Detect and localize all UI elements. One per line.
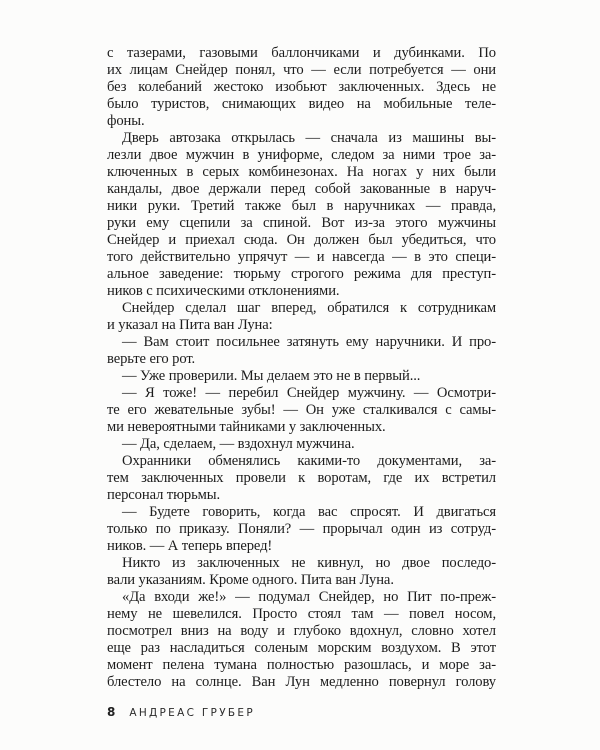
- text-line: их лицам Снейдер понял, что — если потребуется — они: [107, 62, 496, 78]
- text-line: блестело на солнце. Ван Лун медленно повернул голову: [107, 674, 496, 690]
- text-line: ключенных в серых комбинезонах. На ногах у них были: [107, 164, 496, 180]
- page-footer: [107, 705, 496, 719]
- paragraph: [107, 453, 496, 504]
- text-line: — Вам стоит посильнее затянуть ему наручники. И про-: [122, 334, 496, 350]
- text-line: те его жевательные зубы! — Он уже сталкивался с самы-: [107, 402, 496, 418]
- running-title: АНДРЕАС ГРУБЕР: [129, 707, 255, 719]
- text-line: верьте его рот.: [107, 351, 196, 367]
- page-number: 8: [107, 705, 117, 719]
- paragraph: [107, 45, 496, 130]
- text-line: момент пелена тумана полностью разошлась, и море за-: [107, 657, 496, 673]
- text-line: руки ему сцепили за спиной. Вот из-за этого мужчины: [107, 215, 496, 231]
- text-line: еще раз насладиться соленым морским воздухом. В этот: [107, 640, 496, 656]
- text-line: Никто из заключенных не кивнул, но двое последо-: [122, 555, 496, 571]
- text-line: Снейдер сделал шаг вперед, обратился к сотрудникам: [122, 300, 496, 316]
- text-line: без колебаний жестоко изобьют заключенных. Здесь не: [107, 79, 496, 95]
- paragraph: [107, 130, 496, 300]
- text-line: альное заведение: тюрьму строгого режима для преступ-: [107, 266, 496, 282]
- text-line: Дверь автозака открылась — сначала из машины вы-: [122, 130, 496, 146]
- paragraph: [107, 589, 496, 691]
- text-line: фоны.: [107, 113, 145, 129]
- text-line: нему не шевелился. Просто стоял там — повел носом,: [107, 606, 496, 622]
- text-line: ми невероятными тайниками у заключенных.: [107, 419, 386, 435]
- text-block: [107, 45, 496, 691]
- text-line: — Будете говорить, когда вас спросят. И двигаться: [122, 504, 496, 520]
- text-line: Охранники обменялись какими-то документами, за-: [122, 453, 496, 469]
- text-line: Снейдер и приехал сюда. Он должен был убедиться, что: [107, 232, 496, 248]
- paragraph: [107, 368, 496, 385]
- text-line: того действительно упрячут — и навсегда — в это специ-: [107, 249, 496, 265]
- text-line: — Да, сделаем, — вздохнул мужчина.: [122, 436, 355, 452]
- paragraph: [107, 555, 496, 589]
- text-line: «Да входи же!» — подумал Снейдер, но Пит по-преж-: [122, 589, 496, 605]
- paragraph: [107, 300, 496, 334]
- text-line: с тазерами, газовыми баллончиками и дубинками. По: [107, 45, 496, 61]
- text-line: кандалы, двое держали перед собой закованные в наруч-: [107, 181, 496, 197]
- text-line: — Я тоже! — перебил Снейдер мужчину. — Осмотри-: [122, 385, 496, 401]
- text-line: ников. — А теперь вперед!: [107, 538, 273, 554]
- paragraph: [107, 385, 496, 436]
- text-line: посмотрел вниз на воду и глубоко вдохнул, словно хотел: [107, 623, 496, 639]
- text-line: лезли двое мужчин в униформе, следом за ними трое за-: [107, 147, 496, 163]
- text-line: вали указаниям. Кроме одного. Пита ван Луна.: [107, 572, 394, 588]
- text-line: ников с психическими отклонениями.: [107, 283, 340, 299]
- paragraph: [107, 334, 496, 368]
- text-line: тем заключенных провели к воротам, где их встретил: [107, 470, 496, 486]
- text-line: только по приказу. Поняли? — прорычал один из сотруд-: [107, 521, 496, 537]
- text-line: — Уже проверили. Мы делаем это не в первый...: [122, 368, 421, 384]
- text-line: ники руки. Третий также был в наручниках — правда,: [107, 198, 496, 214]
- text-line: было туристов, снимающих видео на мобильные теле-: [107, 96, 496, 112]
- paragraph: [107, 504, 496, 555]
- text-line: персонал тюрьмы.: [107, 487, 221, 503]
- paragraph: [107, 436, 496, 453]
- text-line: и указал на Пита ван Луна:: [107, 317, 273, 333]
